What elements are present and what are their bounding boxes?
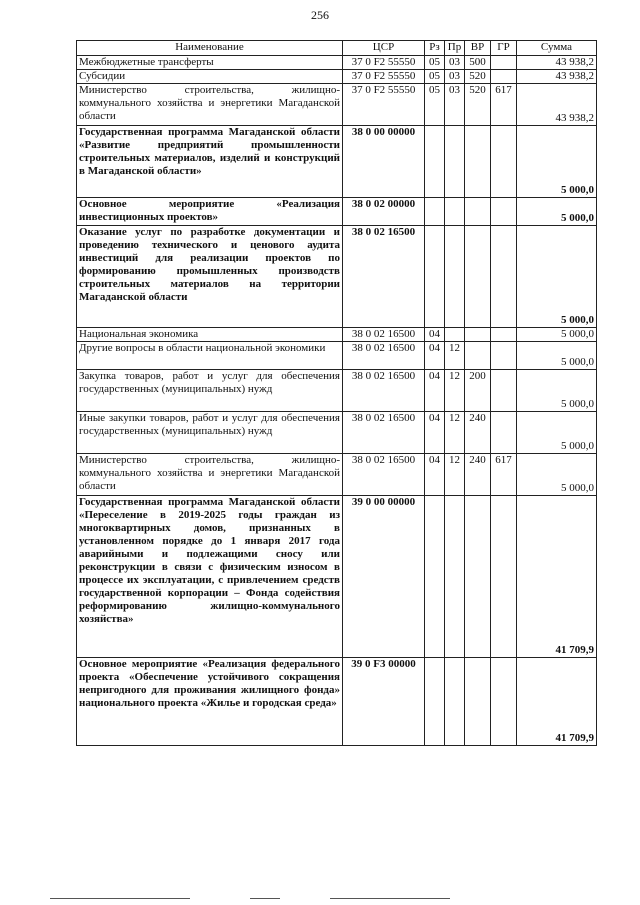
cell-gr [491,226,517,328]
cell-gr [491,496,517,658]
page-number: 256 [311,8,329,22]
cell-pr: 12 [445,454,465,496]
cell-pr: 12 [445,370,465,412]
cell-gr: 617 [491,454,517,496]
cell-vr: 520 [465,84,491,126]
table-row [77,126,597,198]
cell-gr [491,370,517,412]
cell-sum: 5 000,0 [517,198,597,226]
table-row [77,84,597,126]
footer-rule-left [50,898,190,899]
cell-pr [445,658,465,746]
cell-pr [445,496,465,658]
cell-gr [491,126,517,198]
cell-rz: 04 [425,342,445,370]
cell-pr [445,126,465,198]
cell-vr: 240 [465,454,491,496]
table-row [77,226,597,328]
cell-name: Основное мероприятие «Реализация федерального проекта «Обеспечение устойчивого сокращения непригодного для проживания жилищного фонда» национального проекта «Жилье и городская среда» [77,658,343,746]
cell-pr: 03 [445,84,465,126]
cell-pr: 03 [445,70,465,84]
cell-csr: 38 0 02 00000 [343,198,425,226]
cell-gr [491,658,517,746]
cell-csr: 39 0 00 00000 [343,496,425,658]
header-pr: Пр [445,41,465,56]
cell-pr [445,328,465,342]
cell-vr [465,226,491,328]
cell-sum: 5 000,0 [517,412,597,454]
cell-csr: 37 0 F2 55550 [343,56,425,70]
cell-rz: 04 [425,328,445,342]
cell-csr: 37 0 F2 55550 [343,84,425,126]
cell-vr: 200 [465,370,491,412]
cell-pr [445,198,465,226]
table-row [77,412,597,454]
cell-rz: 05 [425,70,445,84]
cell-name: Государственная программа Магаданской области «Развитие предприятий промышленности строительных материалов, изделий и конструкций в Магаданской области» [77,126,343,198]
cell-pr [445,226,465,328]
cell-name: Иные закупки товаров, работ и услуг для обеспечения государственных (муниципальных) нужд [77,412,343,454]
cell-rz [425,658,445,746]
cell-gr [491,70,517,84]
header-name: Наименование [77,41,343,56]
cell-sum: 43 938,2 [517,56,597,70]
cell-name: Субсидии [77,70,343,84]
cell-gr: 617 [491,84,517,126]
cell-csr: 38 0 02 16500 [343,328,425,342]
cell-vr [465,658,491,746]
cell-rz [425,126,445,198]
footer-rule-right [330,898,450,899]
cell-rz: 05 [425,84,445,126]
cell-name: Министерство строительства, жилищно-коммунального хозяйства и энергетики Магаданской области [77,454,343,496]
cell-rz [425,226,445,328]
cell-csr: 38 0 02 16500 [343,370,425,412]
cell-rz: 04 [425,370,445,412]
cell-csr: 38 0 00 00000 [343,126,425,198]
cell-gr [491,328,517,342]
cell-name: Закупка товаров, работ и услуг для обеспечения государственных (муниципальных) нужд [77,370,343,412]
budget-table [76,40,597,746]
cell-sum: 5 000,0 [517,370,597,412]
cell-gr [491,342,517,370]
cell-pr: 12 [445,412,465,454]
cell-vr: 520 [465,70,491,84]
cell-sum: 43 938,2 [517,84,597,126]
table-row [77,70,597,84]
cell-name: Межбюджетные трансферты [77,56,343,70]
table-row [77,198,597,226]
cell-vr [465,496,491,658]
table-header-row [77,41,597,56]
cell-name: Основное мероприятие «Реализация инвестиционных проектов» [77,198,343,226]
cell-csr: 38 0 02 16500 [343,454,425,496]
cell-sum: 41 709,9 [517,496,597,658]
cell-vr: 500 [465,56,491,70]
cell-rz [425,496,445,658]
table-row [77,370,597,412]
cell-gr [491,56,517,70]
cell-pr: 12 [445,342,465,370]
cell-csr: 38 0 02 16500 [343,226,425,328]
footer-rule-mid [250,898,280,899]
table-row [77,328,597,342]
cell-vr [465,342,491,370]
cell-pr: 03 [445,56,465,70]
table-row [77,496,597,658]
table-row [77,56,597,70]
cell-name: Оказание услуг по разработке документации и проведению технического и ценового аудита инвестиций для реализации проектов по формированию промышленных производств строительных материалов на территории Магаданской области [77,226,343,328]
cell-vr [465,328,491,342]
cell-rz: 05 [425,56,445,70]
cell-vr [465,126,491,198]
header-gr: ГР [491,41,517,56]
table-row [77,658,597,746]
cell-sum: 43 938,2 [517,70,597,84]
cell-name: Национальная экономика [77,328,343,342]
cell-name: Министерство строительства, жилищно-коммунального хозяйства и энергетики Магаданской области [77,84,343,126]
header-rz: Рз [425,41,445,56]
cell-sum: 5 000,0 [517,454,597,496]
cell-sum: 5 000,0 [517,226,597,328]
header-csr: ЦСР [343,41,425,56]
cell-rz: 04 [425,412,445,454]
cell-rz: 04 [425,454,445,496]
cell-name: Государственная программа Магаданской области «Переселение в 2019-2025 годы граждан из многоквартирных домов, признанных в установленном порядке до 1 января 2017 года аварийными и подлежащими сносу или реконструкции в связи с физическим износом в процессе их эксплуатации, с привлечением средств государственной корпорации – Фонда содействия реформированию жилищно-коммунального хозяйства» [77,496,343,658]
cell-name: Другие вопросы в области национальной экономики [77,342,343,370]
cell-csr: 37 0 F2 55550 [343,70,425,84]
cell-vr [465,198,491,226]
cell-vr: 240 [465,412,491,454]
header-sum: Сумма [517,41,597,56]
cell-csr: 38 0 02 16500 [343,342,425,370]
cell-sum: 41 709,9 [517,658,597,746]
cell-sum: 5 000,0 [517,342,597,370]
table-row [77,454,597,496]
cell-sum: 5 000,0 [517,126,597,198]
cell-sum: 5 000,0 [517,328,597,342]
cell-gr [491,412,517,454]
header-vr: ВР [465,41,491,56]
table-row [77,342,597,370]
cell-rz [425,198,445,226]
cell-gr [491,198,517,226]
cell-csr: 39 0 F3 00000 [343,658,425,746]
cell-csr: 38 0 02 16500 [343,412,425,454]
